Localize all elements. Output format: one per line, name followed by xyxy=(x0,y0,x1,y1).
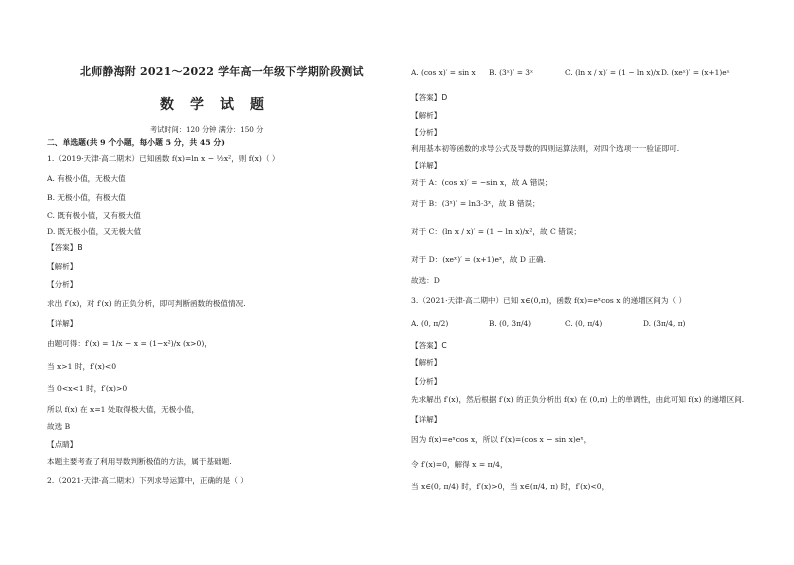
q2-option-c: C. (ln x / x)′ = (1 − ln x)/x xyxy=(565,68,661,77)
q3-answer: 【答案】C xyxy=(411,341,447,350)
q2-option-d: D. (xeˣ)′ = (x+1)eˣ xyxy=(661,68,730,77)
q2-detail-line-5: 故选：D xyxy=(411,276,440,285)
subject-title: 数学试题 xyxy=(160,97,280,113)
q3-option-c: C. (0, π/4) xyxy=(565,319,603,328)
question-1-stem: 1.（2019·天津·高二期末）已知函数 f(x)=ln x − ½x²，则 f(x)（ ） xyxy=(47,154,280,163)
q1-fenxi-text: 求出 f′(x)，对 f′(x) 的正负分析，即可判断函数的极值情况. xyxy=(47,299,246,308)
section-heading: 二、单选题(共 9 个小题，每小题 5 分，共 45 分) xyxy=(47,138,225,147)
q1-detail-line-4: 所以 f(x) 在 x=1 处取得极大值，无极小值， xyxy=(47,405,200,414)
q3-detail-line-2: 令 f′(x)=0，解得 x = π/4， xyxy=(411,460,508,469)
exam-info: 考试时间：120 分钟 满分：150 分 xyxy=(150,125,264,134)
q1-option-c: C. 既有极小值，又有极大值 xyxy=(47,211,141,220)
q2-option-a: A. (cos x)′ = sin x xyxy=(411,68,476,77)
q2-detail-line-3: 对于 C：(ln x / x)′ = (1 − ln x)/x²，故 C 错误； xyxy=(411,227,581,236)
q3-fenxi-tag: 【分析】 xyxy=(411,377,442,386)
q1-dianjing-text: 本题主要考查了利用导数判断极值的方法，属于基础题. xyxy=(47,457,232,466)
q2-fenxi-tag: 【分析】 xyxy=(411,128,442,137)
q3-analysis-tag: 【解析】 xyxy=(411,358,442,367)
q3-option-a: A. (0, π/2) xyxy=(411,319,449,328)
q1-detail-line-2: 当 x>1 时，f′(x)<0 xyxy=(47,362,117,371)
q1-analysis-tag: 【解析】 xyxy=(47,262,78,271)
q2-answer: 【答案】D xyxy=(411,93,448,102)
question-2-stem: 2.（2021·天津·高二期末）下列求导运算中，正确的是（ ） xyxy=(47,476,248,485)
question-3-stem: 3.（2021·天津·高二期中）已知 x∈(0,π)，函数 f(x)=eˣcos x 的递增区间为（ ） xyxy=(411,296,687,305)
q1-option-a: A. 有极小值，无极大值 xyxy=(47,174,126,183)
q2-detail-tag: 【详解】 xyxy=(411,161,442,170)
q3-detail-line-1: 因为 f(x)=eˣcos x，所以 f′(x)=(cos x − sin x)eˣ， xyxy=(411,435,592,444)
q1-option-d: D. 既无极小值，又无极大值 xyxy=(47,227,142,236)
q1-detail-line-5: 故选 B xyxy=(47,422,71,431)
q2-analysis-tag: 【解析】 xyxy=(411,111,442,120)
q3-option-b: B. (0, 3π/4) xyxy=(489,319,532,328)
q1-answer: 【答案】B xyxy=(47,243,83,252)
exam-title: 北师静海附 2021～2022 学年高一年级下学期阶段测试 xyxy=(80,65,364,78)
q1-detail-tag: 【详解】 xyxy=(47,319,78,328)
q1-detail-line-1: 由题可得：f′(x) = 1/x − x = (1−x²)/x (x>0)， xyxy=(47,339,212,348)
q2-option-b: B. (3ˣ)′ = 3ˣ xyxy=(489,68,534,77)
q2-fenxi-text: 利用基本初等函数的求导公式及导数的四则运算法则，对四个选项一一验证即可. xyxy=(411,144,680,153)
q1-dianjing-tag: 【点睛】 xyxy=(47,440,78,449)
q1-fenxi-tag: 【分析】 xyxy=(47,280,78,289)
q3-option-d: D. (3π/4, π) xyxy=(643,319,686,328)
q2-detail-line-1: 对于 A：(cos x)′ = −sin x，故 A 错误； xyxy=(411,178,553,187)
q1-detail-line-3: 当 0<x<1 时，f′(x)>0 xyxy=(47,384,128,393)
q1-option-b: B. 无极小值，有极大值 xyxy=(47,193,126,202)
q2-detail-line-2: 对于 B：(3ˣ)′ = ln3·3ˣ，故 B 错误； xyxy=(411,199,540,208)
q2-detail-line-4: 对于 D：(xeˣ)′ = (x+1)eˣ，故 D 正确. xyxy=(411,255,546,264)
q3-detail-line-3: 当 x∈(0, π/4) 时，f′(x)>0，当 x∈(π/4, π) 时，f′(x)<0， xyxy=(411,482,610,491)
right-column xyxy=(397,0,794,565)
q3-detail-tag: 【详解】 xyxy=(411,415,442,424)
q3-fenxi-text: 先求解出 f′(x)，然后根据 f′(x) 的正负分析出 f(x) 在 (0,π) 上的单调性，由此可知 f(x) 的递增区间. xyxy=(411,395,745,404)
